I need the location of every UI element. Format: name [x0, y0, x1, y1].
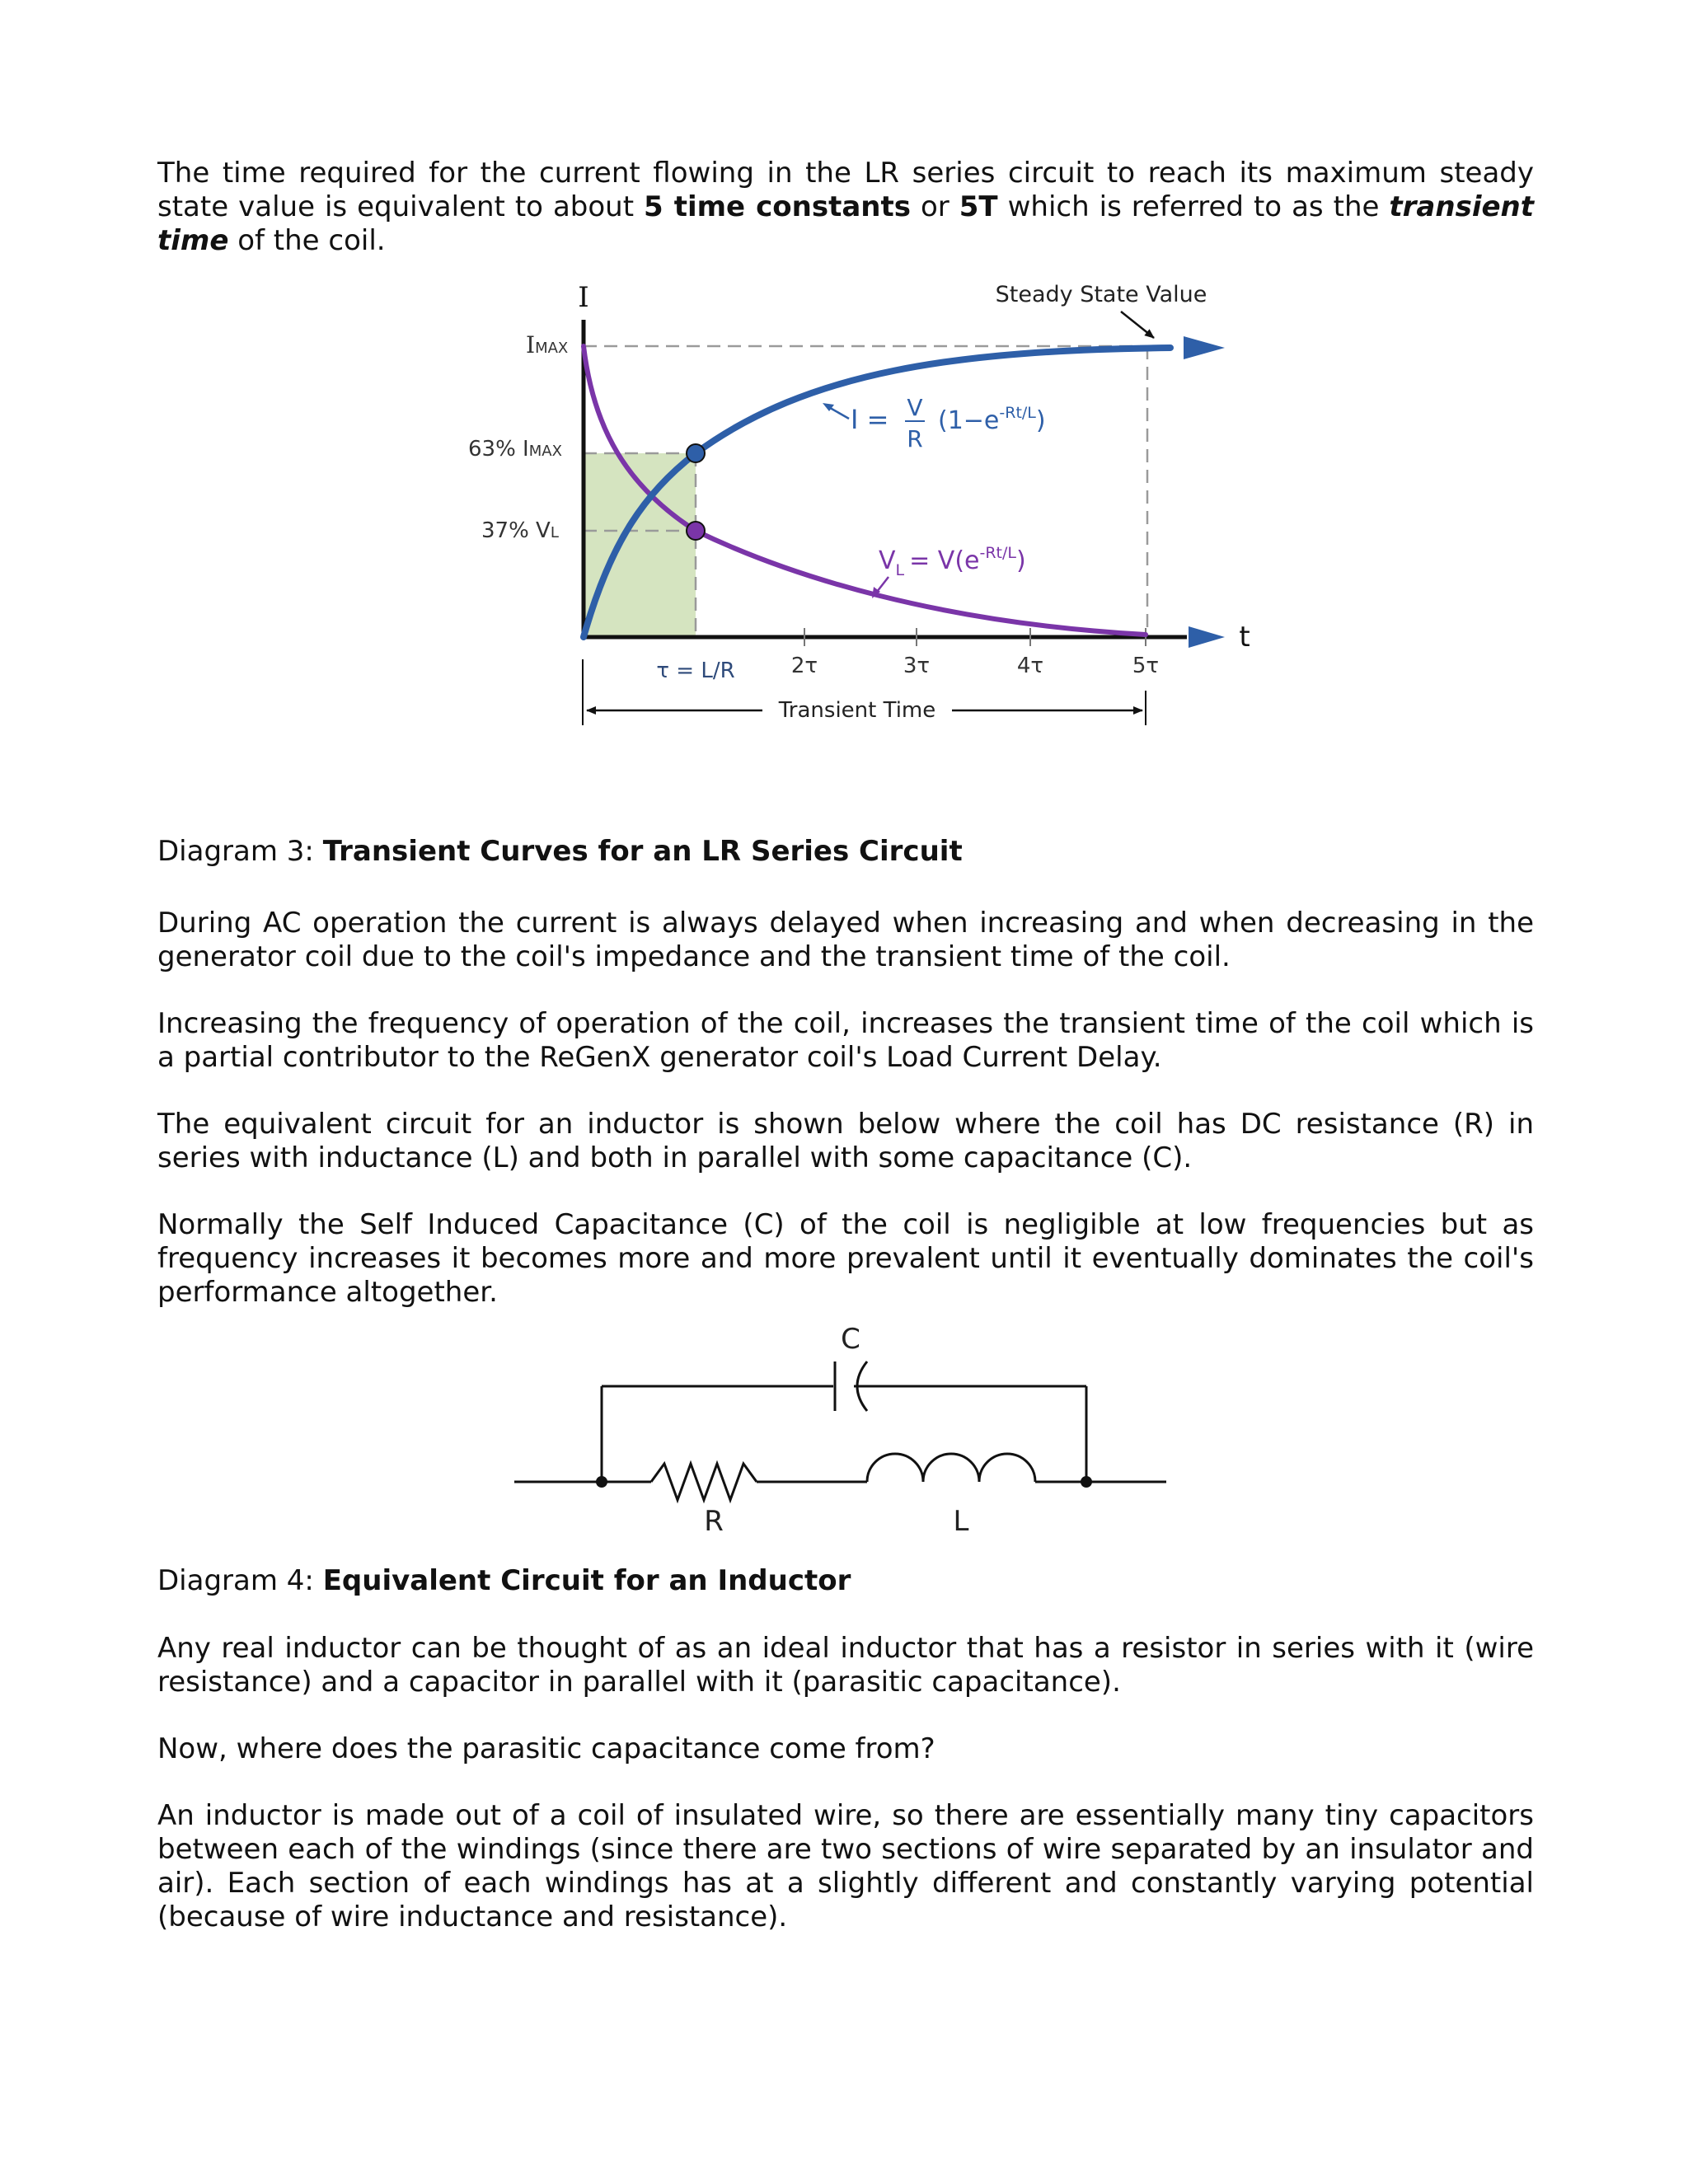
- diagram4-caption-prefix: Diagram 4:: [157, 1564, 323, 1597]
- equivalent-circuit-diagram: [0, 1302, 1688, 1549]
- resistor-zigzag: [651, 1464, 757, 1500]
- capacitor-label: C: [841, 1323, 860, 1356]
- resistor-label: R: [704, 1505, 724, 1538]
- current-equation-denominator: R: [907, 425, 923, 452]
- para1-bold-b: 5T: [959, 190, 998, 223]
- inductor-coil: [867, 1454, 1035, 1482]
- diagram3-caption: [157, 835, 1534, 869]
- node-right: [1081, 1476, 1092, 1488]
- x-axis-label: t: [1239, 621, 1250, 654]
- diagram4-caption: [157, 1564, 1534, 1598]
- x-axis-arrowhead: [1189, 626, 1225, 648]
- para1-bold-italic: transient time: [157, 190, 1534, 257]
- current-equation-lhs: I =: [851, 404, 889, 435]
- imax-label: IMAX: [526, 331, 569, 359]
- pct63-label: 63% IMAX: [468, 437, 562, 462]
- voltage-eq-pointer: [877, 577, 889, 592]
- transient-curves-diagram: [0, 0, 1688, 824]
- paragraph-real-inductor: Any real inductor can be thought of as an ideal inductor that has a resistor in series with it (wire resistance) and a capacitor in parallel with it (parasitic capacitance).: [157, 1632, 1534, 1699]
- tick-label-2tau: 2τ: [790, 654, 818, 678]
- diagram4-caption-title: Equivalent Circuit for an Inductor: [322, 1564, 851, 1597]
- para1-text-c: which is referred to as the: [997, 190, 1390, 223]
- paragraph-question: Now, where does the parasitic capacitance come from?: [157, 1732, 935, 1765]
- steady-state-pointer: [1121, 312, 1154, 338]
- para1-bold-a: 5 time constants: [644, 190, 911, 223]
- paragraph-coil-windings: An inductor is made out of a coil of insulated wire, so there are essentially many tiny capacitors between each of the windings (since there are two sections of wire separated by an insulator and air). Each section of each windings has at a slightly different and constantly varying potential (because of wire inductance and resistance).: [157, 1799, 1534, 1933]
- para1-text-d: of the coil.: [228, 224, 386, 257]
- paragraph-self-capacitance: Normally the Self Induced Capacitance (C) of the coil is negligible at low frequencies but as frequency increases it becomes more and more prevalent until it eventually dominates the coil's performance altogether.: [157, 1208, 1534, 1309]
- para1-text-b: or: [911, 190, 959, 223]
- inductor-label: L: [953, 1505, 969, 1538]
- diagram3-caption-title: Transient Curves for an LR Series Circuit: [322, 835, 963, 868]
- paragraph-frequency: Increasing the frequency of operation of the coil, increases the transient time of the coil which is a partial contributor to the ReGenX generator coil's Load Current Delay.: [157, 1007, 1534, 1074]
- tick-label-3tau: 3τ: [903, 654, 931, 678]
- pct37-label: 37% VL: [481, 518, 559, 543]
- y-axis-label: I: [578, 281, 589, 314]
- diagram3-caption-prefix: Diagram 3:: [157, 835, 323, 868]
- voltage-37-point: [687, 522, 705, 540]
- para1-text-a: The time required for the current flowing in the LR series circuit to reach its maximum steady state value is equivalent to about: [157, 157, 1534, 223]
- tick-label-5tau: 5τ: [1132, 654, 1160, 678]
- tau-label: τ = L/R: [656, 658, 735, 683]
- paragraph-equivalent-circuit: The equivalent circuit for an inductor is shown below where the coil has DC resistance (R) in series with inductance (L) and both in parallel with some capacitance (C).: [157, 1108, 1534, 1174]
- current-equation-rhs: $(1-e^{-Rt/L})$: [938, 404, 1046, 435]
- current-63-point: [687, 444, 705, 462]
- current-arrowhead: [1184, 336, 1225, 359]
- current-equation-numerator: V: [907, 394, 923, 421]
- steady-state-label: Steady State Value: [995, 282, 1207, 307]
- paragraph-ac-operation: During AC operation the current is always delayed when increasing and when decreasing in the generator coil due to the coil's impedance and the transient time of the coil.: [157, 907, 1534, 973]
- tick-label-4tau: 4τ: [1016, 654, 1044, 678]
- node-left: [596, 1476, 607, 1488]
- voltage-equation: $V_L = V(e^{-Rt/L})$: [879, 544, 1026, 579]
- transient-time-label: Transient Time: [778, 698, 936, 723]
